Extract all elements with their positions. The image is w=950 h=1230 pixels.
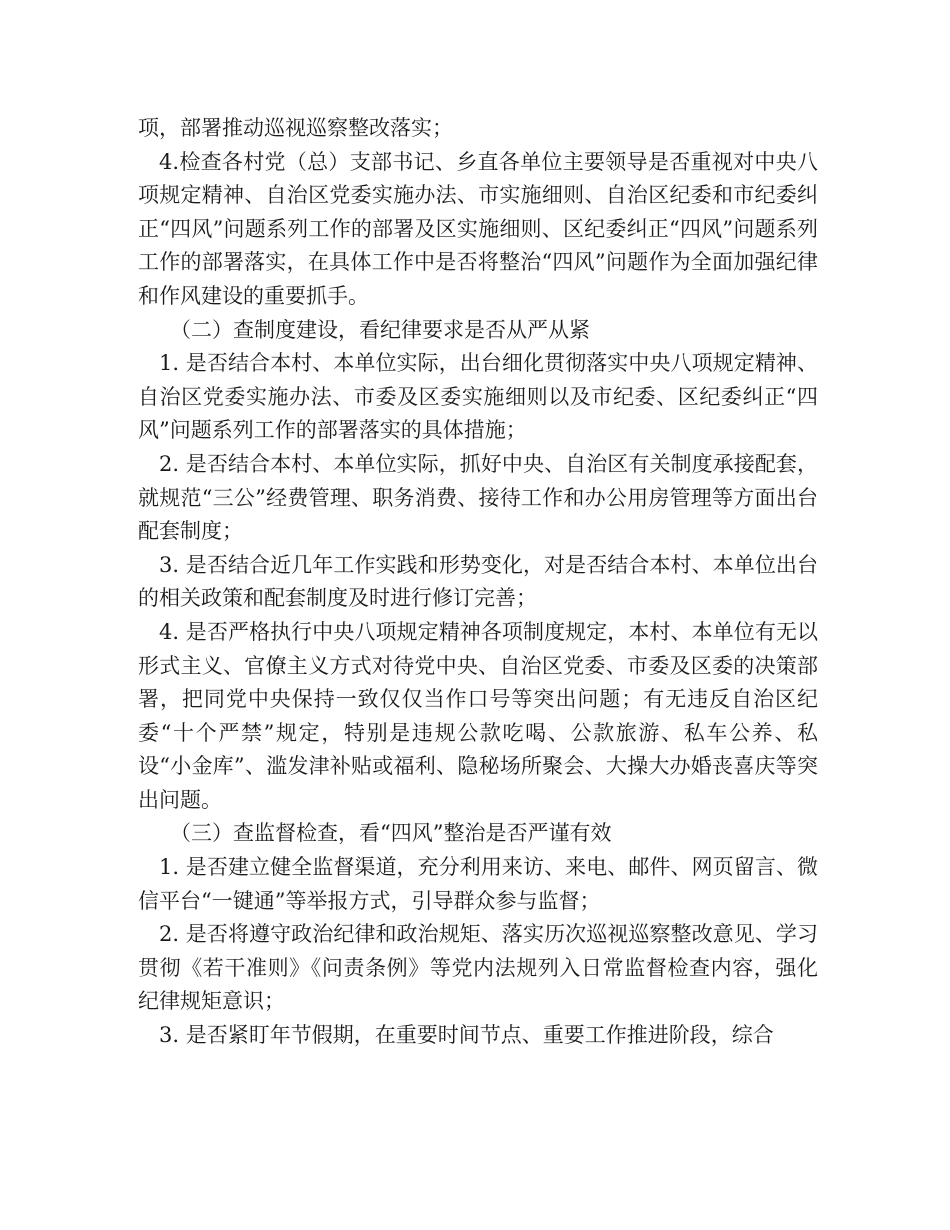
document-body bbox=[138, 112, 818, 1053]
paragraph-item-2b: 2. 是否将遵守政治纪律和政治规矩、落实历次巡视巡察整改意见、学习贯彻《若干准则》《问责条例》等党内法规列入日常监督检查内容，强化纪律规矩意识； bbox=[138, 922, 818, 1014]
paragraph-item-3b: 3. 是否紧盯年节假期，在重要时间节点、重要工作推进阶段，综合 bbox=[159, 1023, 774, 1048]
section-heading-2: （二）查制度建设，看纪律要求是否从严从紧 bbox=[170, 317, 590, 342]
paragraph-item-4: 4.检查各村党（总）支部书记、乡直各单位主要领导是否重视对中央八项规定精神、自治区党委实施办法、市实施细则、自治区纪委和市纪委纠正“四风”问题系列工作的部署及区实施细则、区纪委纠正“四风”问题系列工作的部署落实，在具体工作中是否将整治“四风”问题作为全面加强纪律和作风建设的重要抓手。 bbox=[138, 149, 818, 308]
paragraph-item-3: 3. 是否结合近几年工作实践和形势变化，对是否结合本村、本单位出台的相关政策和配套制度及时进行修订完善； bbox=[138, 552, 818, 611]
section-heading-3: （三）查监督检查，看“四风”整治是否严谨有效 bbox=[170, 821, 612, 846]
paragraph-item-1b: 1. 是否建立健全监督渠道，充分利用来访、来电、邮件、网页留言、微信平台“一键通”等举报方式，引导群众参与监督； bbox=[138, 855, 818, 913]
paragraph-continuation: 项，部署推动巡视巡察整改落实； bbox=[138, 116, 453, 140]
paragraph-item-4b: 4. 是否严格执行中央八项规定精神各项制度规定，本村、本单位有无以形式主义、官僚主义方式对待党中央、自治区党委、市委及区委的决策部署，把同党中央保持一致仅仅当作口号等突出问题；有无违反自治区纪委“十个严禁”规定，特别是违规公款吃喝、公款旅游、私车公养、私设“小金库”、滥发津补贴或福利、隐秘场所聚会、大操大办婚丧喜庆等突出问题。 bbox=[138, 619, 818, 812]
paragraph-item-1: 1. 是否结合本村、本单位实际，出台细化贯彻落实中央八项规定精神、自治区党委实施办法、市委及区委实施细则以及市纪委、区纪委纠正“四风”问题系列工作的部署落实的具体措施； bbox=[138, 351, 818, 443]
paragraph-item-2: 2. 是否结合本村、本单位实际，抓好中央、自治区有关制度承接配套，就规范“三公”经费管理、职务消费、接待工作和办公用房管理等方面出台配套制度； bbox=[138, 451, 818, 544]
